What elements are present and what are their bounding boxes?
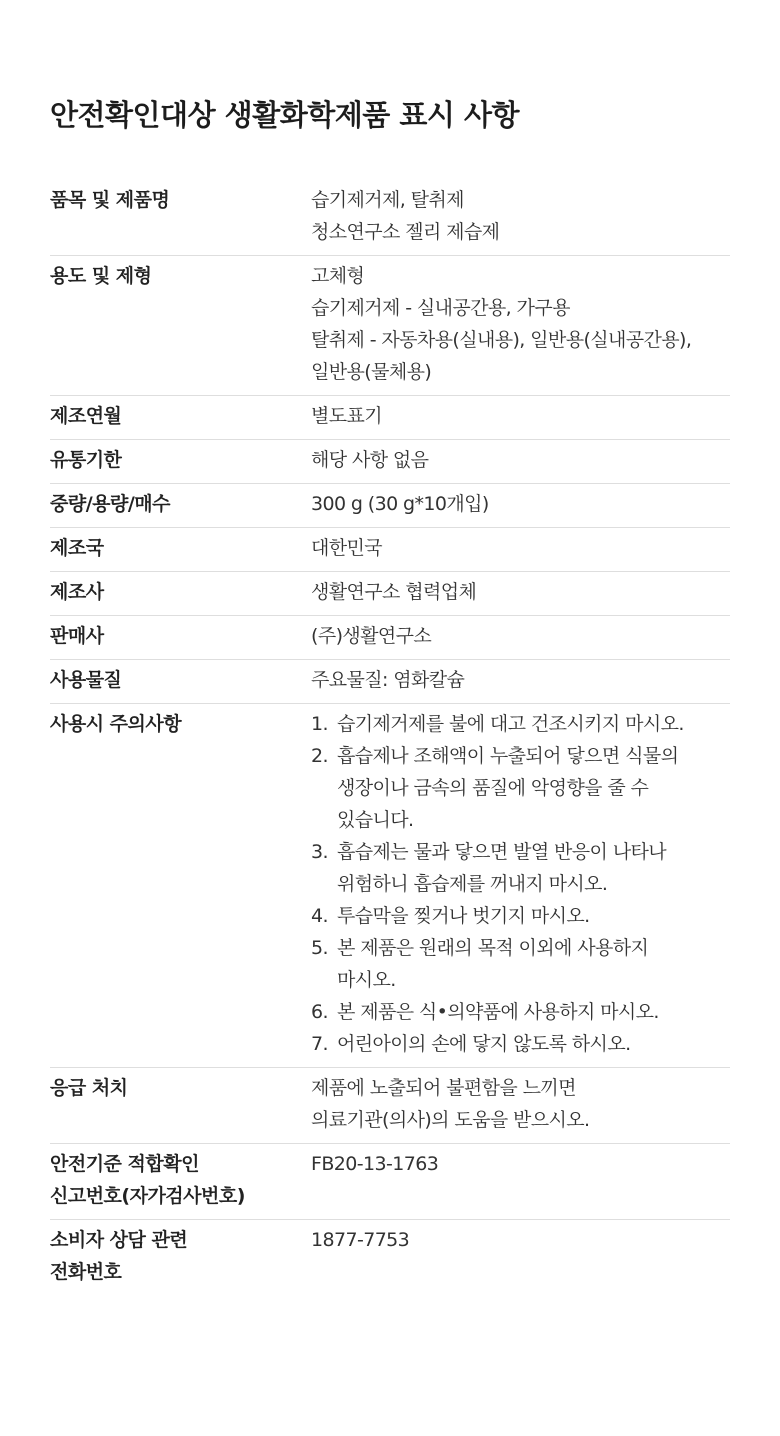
row-label — [50, 664, 311, 696]
notice-text-line: 어린아이의 손에 닿지 않도록 하시오. — [337, 1033, 631, 1055]
notice-item — [311, 1028, 730, 1060]
notice-number: 2. — [311, 745, 328, 767]
row-value — [311, 532, 730, 564]
row-value-line: 별도표기 — [311, 405, 383, 427]
row-value-line: 해당 사항 없음 — [311, 449, 429, 471]
row-value — [311, 708, 730, 1060]
row-value — [311, 260, 730, 388]
row-label-line: 제조사 — [50, 581, 104, 603]
row-label — [50, 1224, 311, 1288]
table-row — [50, 484, 730, 528]
table-row — [50, 256, 730, 396]
row-value-line: 의료기관(의사)의 도움을 받으시오. — [311, 1109, 590, 1131]
notice-item — [311, 996, 730, 1028]
row-value-line: 탈취제 - 자동차용(실내용), 일반용(실내공간용), — [311, 329, 692, 351]
row-value — [311, 184, 730, 248]
row-label — [50, 1072, 311, 1104]
row-value-line: 1877-7753 — [311, 1229, 410, 1251]
table-row — [50, 704, 730, 1068]
row-value — [311, 620, 730, 652]
notice-text-line: 본 제품은 식•의약품에 사용하지 마시오. — [337, 1001, 659, 1023]
row-value-line: 대한민국 — [311, 537, 383, 559]
row-label — [50, 444, 311, 476]
row-label — [50, 400, 311, 432]
table-row — [50, 1144, 730, 1220]
row-label-line: 응급 처치 — [50, 1077, 128, 1099]
row-label — [50, 576, 311, 608]
row-value-line: 일반용(물체용) — [311, 361, 432, 383]
row-label-line: 전화번호 — [50, 1261, 122, 1283]
row-value — [311, 1224, 730, 1256]
row-value-line: 습기제거제, 탈취제 — [311, 189, 464, 211]
row-value-line: FB20-13-1763 — [311, 1153, 439, 1175]
row-label-line: 소비자 상담 관련 — [50, 1229, 188, 1251]
table-row — [50, 180, 730, 256]
notice-text-line: 흡습제는 물과 닿으면 발열 반응이 나타나 — [337, 841, 667, 863]
notice-text — [337, 900, 730, 932]
row-value — [311, 664, 730, 696]
notice-text-line: 있습니다. — [337, 809, 414, 831]
notice-text-line: 마시오. — [337, 969, 396, 991]
notice-item — [311, 932, 730, 996]
notice-number: 5. — [311, 937, 328, 959]
table-row — [50, 1220, 730, 1295]
row-value-line: 생활연구소 협력업체 — [311, 581, 477, 603]
notice-text — [337, 708, 730, 740]
notice-text — [337, 996, 730, 1028]
row-value-line: 제품에 노출되어 불편함을 느끼면 — [311, 1077, 576, 1099]
notice-text — [337, 1028, 730, 1060]
row-value-line: 청소연구소 젤리 제습제 — [311, 221, 500, 243]
notice-text — [337, 932, 730, 996]
page-title: 안전확인대상 생활화학제품 표시 사항 — [50, 98, 520, 132]
row-value-line: 습기제거제 - 실내공간용, 가구용 — [311, 297, 570, 319]
row-label-line: 사용물질 — [50, 669, 122, 691]
row-value — [311, 1148, 730, 1180]
row-label-line: 용도 및 제형 — [50, 265, 152, 287]
notice-item — [311, 836, 730, 900]
row-label-line: 제조연월 — [50, 405, 122, 427]
row-value — [311, 488, 730, 520]
row-label-line: 유통기한 — [50, 449, 122, 471]
row-label — [50, 708, 311, 740]
notice-item — [311, 740, 730, 836]
notice-number: 4. — [311, 905, 328, 927]
notice-text-line: 투습막을 찢거나 벗기지 마시오. — [337, 905, 590, 927]
notice-item — [311, 708, 730, 740]
notice-text-line: 습기제거제를 불에 대고 건조시키지 마시오. — [337, 713, 684, 735]
table-row — [50, 660, 730, 704]
notice-text-line: 본 제품은 원래의 목적 이외에 사용하지 — [337, 937, 649, 959]
row-label-line: 중량/용량/매수 — [50, 493, 171, 515]
row-label — [50, 1148, 311, 1212]
row-label-line: 판매사 — [50, 625, 104, 647]
row-value-line: 주요물질: 염화칼슘 — [311, 669, 465, 691]
row-value — [311, 576, 730, 608]
row-label — [50, 532, 311, 564]
notice-number: 1. — [311, 713, 328, 735]
row-label — [50, 184, 311, 216]
notice-text-line: 흡습제나 조해액이 누출되어 닿으면 식물의 — [337, 745, 679, 767]
row-label — [50, 620, 311, 652]
row-label-line: 신고번호(자가검사번호) — [50, 1185, 245, 1207]
row-value — [311, 444, 730, 476]
row-value — [311, 1072, 730, 1136]
row-label — [50, 488, 311, 520]
row-value — [311, 400, 730, 432]
table-row — [50, 616, 730, 660]
notice-number: 7. — [311, 1033, 328, 1055]
table-row — [50, 440, 730, 484]
notice-text-line: 생장이나 금속의 품질에 악영향을 줄 수 — [337, 777, 649, 799]
row-label-line: 제조국 — [50, 537, 104, 559]
row-label-line: 안전기준 적합확인 — [50, 1153, 199, 1175]
row-value-line: (주)생활연구소 — [311, 625, 432, 647]
notice-number: 3. — [311, 841, 328, 863]
row-label-line: 사용시 주의사항 — [50, 713, 182, 735]
table-row — [50, 1068, 730, 1144]
table-row — [50, 396, 730, 440]
notice-item — [311, 900, 730, 932]
notice-text-line: 위험하니 흡습제를 꺼내지 마시오. — [337, 873, 608, 895]
table-row — [50, 528, 730, 572]
row-value-line: 고체형 — [311, 265, 365, 287]
notice-number: 6. — [311, 1001, 328, 1023]
row-label — [50, 260, 311, 292]
info-table — [50, 180, 730, 1295]
notice-text — [337, 836, 730, 900]
notice-text — [337, 740, 730, 836]
row-value-line: 300 g (30 g*10개입) — [311, 493, 489, 515]
table-row — [50, 572, 730, 616]
row-label-line: 품목 및 제품명 — [50, 189, 170, 211]
